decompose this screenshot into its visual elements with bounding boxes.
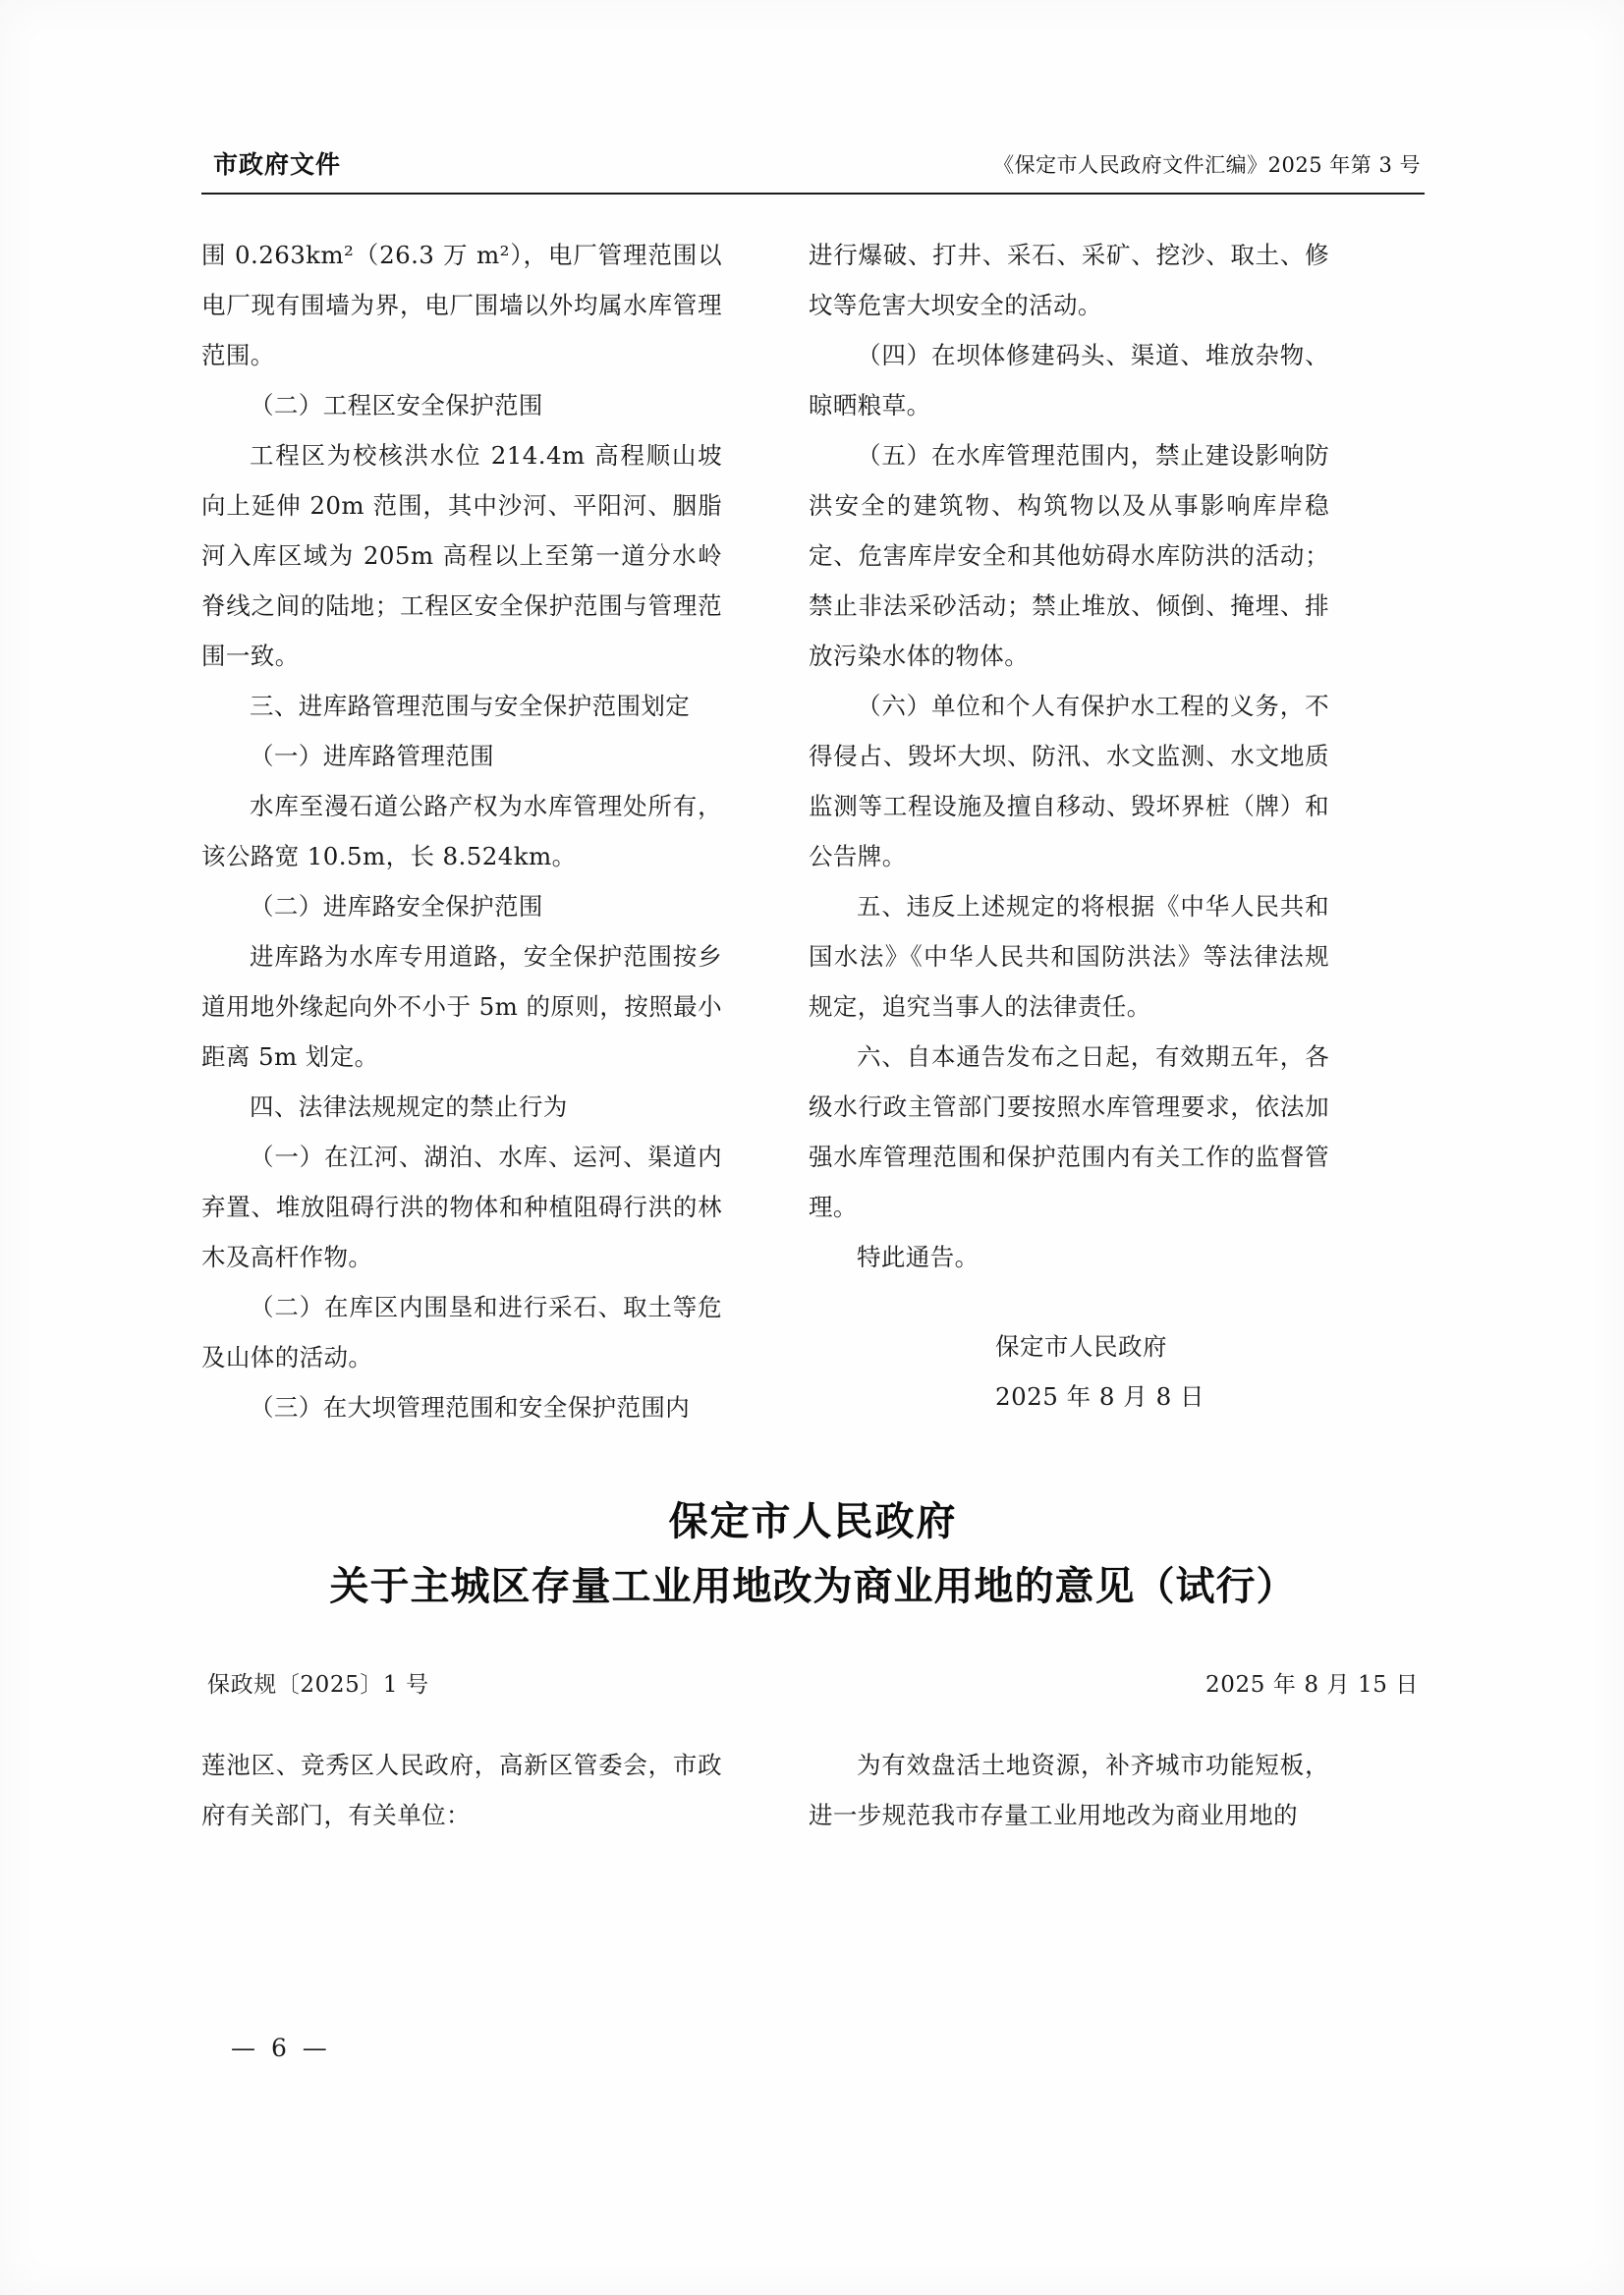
document-two xyxy=(201,1489,1425,1840)
paragraph: 进库路为水库专用道路，安全保护范围按乡道用地外缘起向外不小于 5m 的原则，按照最小距离 5m 划定。 xyxy=(201,942,722,1071)
document-two-title-line1: 保定市人民政府 xyxy=(668,1499,958,1544)
signature-issuer: 保定市人民政府 xyxy=(995,1332,1167,1361)
document-two-left-column xyxy=(201,1740,722,1840)
header-divider xyxy=(201,193,1425,195)
document-date: 2025 年 8 月 15 日 xyxy=(1205,1672,1419,1698)
page-content xyxy=(201,138,1425,1840)
paragraph: （五）在水库管理范围内，禁止建设影响防洪安全的建筑物、构筑物以及从事影响库岸稳定、危害库岸安全和其他妨碍水库防洪的活动；禁止非法采砂活动；禁止堆放、倾倒、掩埋、排放污染水体的物体。 xyxy=(809,441,1329,670)
paragraph: （四）在坝体修建码头、渠道、堆放杂物、晾晒粮草。 xyxy=(809,341,1329,420)
paragraph: （二）进库路安全保护范围 xyxy=(250,892,543,921)
document-one-columns xyxy=(201,230,1425,1432)
paragraph: 进行爆破、打井、采石、采矿、挖沙、取土、修坟等危害大坝安全的活动。 xyxy=(809,241,1329,319)
signature-date: 2025 年 8 月 8 日 xyxy=(995,1382,1204,1411)
paragraph: 为有效盘活土地资源，补齐城市功能短板，进一步规范我市存量工业用地改为商业用地的 xyxy=(809,1751,1329,1829)
paragraph: 特此通告。 xyxy=(857,1243,980,1271)
document-one-right-column xyxy=(809,230,1329,1432)
paragraph: 四、法律法规规定的禁止行为 xyxy=(250,1092,568,1121)
paragraph: 水库至漫石道公路产权为水库管理处所有，该公路宽 10.5m，长 8.524km。 xyxy=(201,792,722,870)
document-number: 保政规〔2025〕1 号 xyxy=(207,1672,429,1698)
paragraph: （一）在江河、湖泊、水库、运河、渠道内弃置、堆放阻碍行洪的物体和种植阻碍行洪的林木及高杆作物。 xyxy=(201,1143,722,1271)
paragraph: （六）单位和个人有保护水工程的义务，不得侵占、毁坏大坝、防汛、水文监测、水文地质监测等工程设施及擅自移动、毁坏界桩（牌）和公告牌。 xyxy=(809,692,1329,870)
document-two-meta xyxy=(201,1666,1425,1699)
document-two-columns xyxy=(201,1740,1425,1840)
page-footer xyxy=(201,2034,1425,2062)
paragraph: （三）在大坝管理范围和安全保护范围内 xyxy=(250,1393,691,1422)
paragraph: 莲池区、竞秀区人民政府，高新区管委会，市政府有关部门，有关单位： xyxy=(201,1751,722,1829)
page-number: — 6 — xyxy=(231,2034,331,2062)
paragraph: 三、进库路管理范围与安全保护范围划定 xyxy=(250,692,691,720)
paragraph: 六、自本通告发布之日起，有效期五年，各级水行政主管部门要按照水库管理要求，依法加强水库管理范围和保护范围内有关工作的监督管理。 xyxy=(809,1042,1329,1221)
document-two-title-line2: 关于主城区存量工业用地改为商业用地的意见（试行） xyxy=(329,1564,1297,1609)
paragraph: 五、违反上述规定的将根据《中华人民共和国水法》《中华人民共和国防洪法》等法律法规规定，追究当事人的法律责任。 xyxy=(809,892,1329,1021)
paragraph: （二）工程区安全保护范围 xyxy=(250,391,543,420)
header-left-label: 市政府文件 xyxy=(213,150,342,179)
paragraph: （一）进库路管理范围 xyxy=(250,742,494,770)
document-two-title xyxy=(201,1489,1425,1619)
header-right-label: 《保定市人民政府文件汇编》2025 年第 3 号 xyxy=(993,153,1421,177)
paragraph: 工程区为校核洪水位 214.4m 高程顺山坡向上延伸 20m 范围，其中沙河、平阳河、胭脂河入库区域为 205m 高程以上至第一道分水岭脊线之间的陆地；工程区安全保护范围与管理范围一致。 xyxy=(201,441,722,670)
document-two-right-column xyxy=(809,1740,1329,1840)
running-header xyxy=(201,138,1425,206)
paragraph: 围 0.263km²（26.3 万 m²），电厂管理范围以电厂现有围墙为界，电厂围墙以外均属水库管理范围。 xyxy=(201,241,722,369)
paragraph: （二）在库区内围垦和进行采石、取土等危及山体的活动。 xyxy=(201,1293,722,1371)
signature-block xyxy=(809,1321,1329,1422)
document-one-left-column xyxy=(201,230,722,1432)
